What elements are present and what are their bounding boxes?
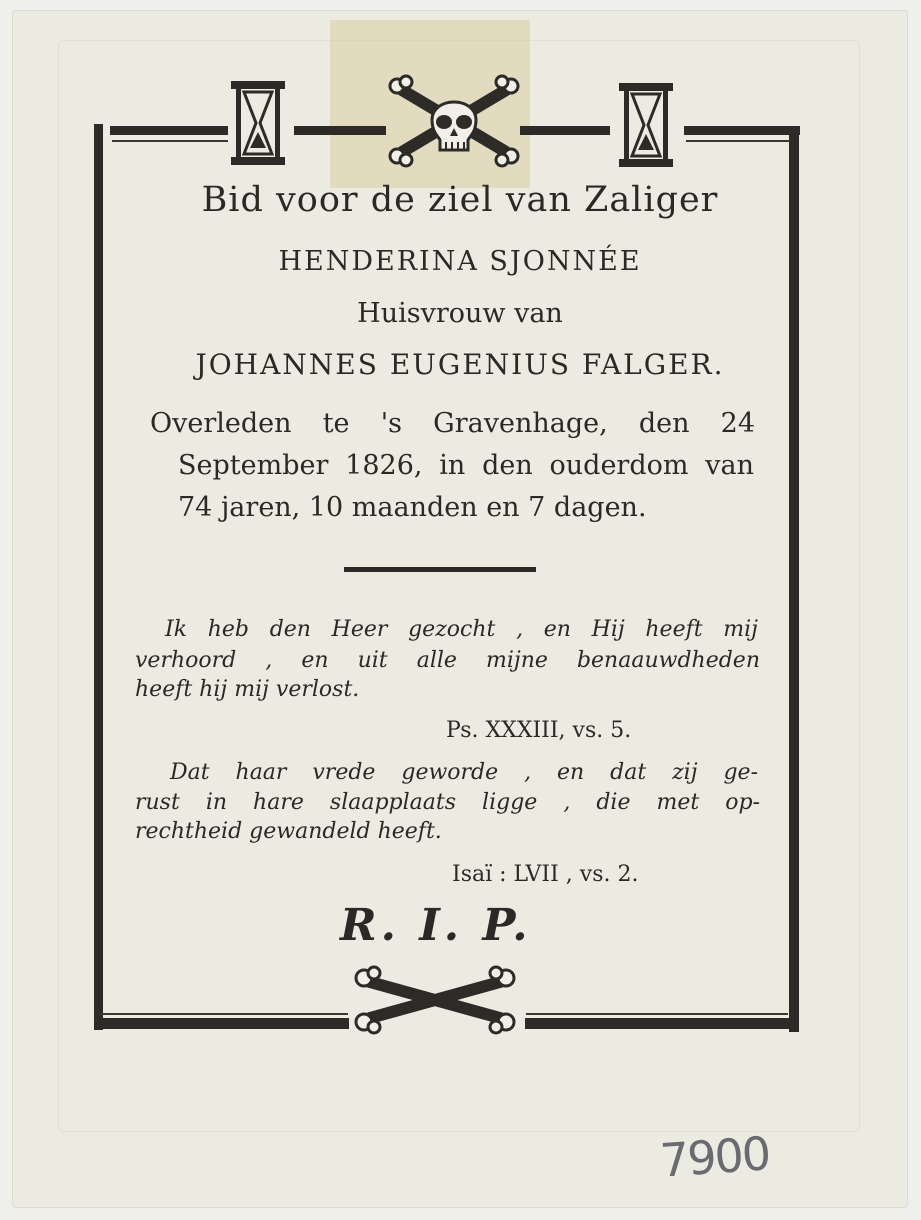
- skull-and-crossbones-icon: [388, 78, 520, 164]
- psalm-reference: Ps. XXXIII, vs. 5.: [446, 718, 632, 743]
- frame-top-rule-left: [112, 140, 228, 142]
- relation-text: Huisvrouw van: [357, 298, 563, 329]
- frame-left-border: [94, 124, 103, 1030]
- frame-bottom-rule-left: [100, 1013, 348, 1015]
- frame-top-border-right: [684, 126, 800, 135]
- inventory-number: 7900: [658, 1126, 771, 1188]
- crossed-bones-icon: [352, 968, 518, 1032]
- husband-name: JOHANNES EUGENIUS FALGER.: [195, 348, 725, 381]
- prayer-heading: Bid voor de ziel van Zaliger: [201, 180, 719, 220]
- psalm-verse-line: Ik heb den Heer gezocht , en Hij heeft mij: [165, 617, 758, 642]
- psalm-verse-line: verhoord , en uit alle mijne benaauwdheden: [135, 648, 760, 673]
- frame-bottom-border-right: [525, 1018, 797, 1029]
- frame-bottom-rule-right: [526, 1013, 788, 1015]
- frame-top-border-mid-left: [294, 126, 386, 135]
- isaiah-verse-line: Dat haar vrede geworde , en dat zij ge-: [170, 760, 758, 785]
- isaiah-verse-line: rechtheid gewandeld heeft.: [135, 819, 442, 844]
- frame-bottom-border-left: [94, 1018, 349, 1029]
- frame-top-border-mid-right: [520, 126, 610, 135]
- deceased-name: HENDERINA SJONNÉE: [278, 246, 642, 277]
- psalm-verse-line: heeft hij mij verlost.: [135, 677, 360, 702]
- isaiah-reference: Isaï : LVII , vs. 2.: [452, 862, 639, 887]
- death-details-line: 74 jaren, 10 maanden en 7 dagen.: [178, 492, 647, 523]
- death-details-line: Overleden te 's Gravenhage, den 24: [150, 408, 755, 439]
- death-details-line: September 1826, in den ouderdom van: [178, 450, 754, 481]
- frame-top-rule-right: [686, 140, 790, 142]
- hourglass-icon: [230, 80, 286, 166]
- hourglass-icon: [618, 82, 674, 168]
- divider-rule: [344, 567, 536, 572]
- frame-top-border-left: [110, 126, 228, 135]
- isaiah-verse-line: rust in hare slaapplaats ligge , die met op-: [135, 790, 760, 815]
- rip-closing: R. I. P.: [340, 900, 532, 951]
